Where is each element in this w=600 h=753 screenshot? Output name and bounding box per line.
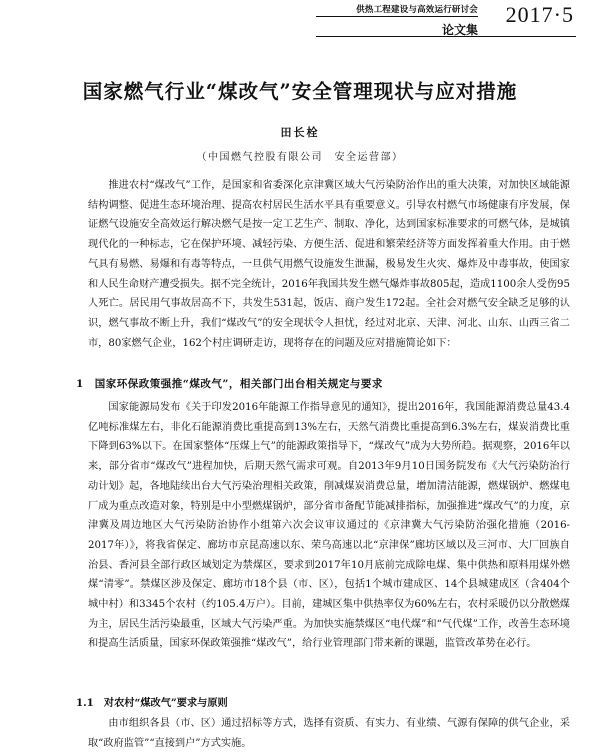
- journal-name: 供热工程建设与高效运行研讨会: [356, 5, 478, 15]
- intro-text: 推进农村“煤改气”工作，是国家和省委深化京津冀区域大气污染防治作出的重大决策，对加快区域能源结构调整、促进生态环境治理、提高农村居民生活水平具有重要意义。引导农村燃气市场健康有序发展，保证燃气设施安全高效运行解决燃气是按一定工艺生产、制取、净化，达到国家标准要求的可燃气体，是城镇现代化的一种标志，它在保护环境、减轻污染、方便生活、促进和繁荣经济等方面发挥着重大作用。由于燃气具有易燃、易爆和有毒等特点，一旦供气用燃气设施发生泄漏，极易发生火灾、爆炸及中毒事故，使国家和人民生命财产遭受损失。据不完全统计，2016年我国共发生燃气爆炸事故805起，造成1100余人受伤95人死亡。居民用气事故居高不下，共发生531起，饭店、商户发生172起。全社会对燃气安全缺乏足够的认识，燃气事故不断上升，我们“煤改气”的安全现状令人担忧，经过对北京、天津、河北、山东、山西三省二市，80家燃气企业，162个村庄调研走访，现将存在的问题及应对措施简论如下：: [88, 180, 570, 349]
- header-rule-bottom: [316, 36, 576, 37]
- section-1-1-text: 由市组织各县（市、区）通过招标等方式，选择有资质、有实力、有业绩、气源有保障的供气企业，采取“政府监管”“直接到户”方式实施。: [88, 718, 570, 749]
- section-label: 论文集: [441, 23, 478, 37]
- section-1-text: 国家能源局发布《关于印发2016年能源工作指导意见的通知》，提出2016年，我国能源消费总量43.4亿吨标准煤左右，非化石能源消费比重提高到13%左右，天然气消费比重提高到6.3%左右，煤炭消费比重下降到63%以下。在国家整体“压煤上气”的能源政策指导下，“煤改气”成为大势所趋。据观察，2016年以来，部分省市“煤改气”进程加快，后期天然气需求可观。自2013年9月10日国务院发布《大气污染防治行动计划》起，各地陆续出台大气污染治理相关政策，削减煤炭消费总量，增加清洁能源，燃煤锅炉、燃煤电厂成为重点改造对象，特别是中小型燃煤锅炉，部分省市备配节能减排指标，加强推进“煤改气”的力度，京津冀及周边地区大气污染防治协作小组第六次会议审议通过的《京津冀大气污染防治强化措施（2016-2017年）》，将我省保定、廊坊市京昆高速以东、荣乌高速以北“京津保”廊坊区域以及三河市、大厂回族自治县、香河县全部行政区域划定为禁煤区，要求到2017年10月底前完成除电煤、集中供热和原料用煤外燃煤“清零”。禁煤区涉及保定、廊坊市18个县（市、区），包括1个城市建成区、14个县城建成区（含404个城中村）和3345个农村（约105.4万户）。目前，建城区集中供热率仅为60%左右，农村采暖仍以分散燃煤为主，居民生活污染最重，区域大气污染严重。为加快实施禁煤区“电代煤”和“气代煤”工作，改善生态环境和提高生活质量，国家环保政策强推“煤改气”，给行业管理部门带来新的课题，监管改革势在必行。: [88, 402, 570, 650]
- section-1-heading: 1 国家环保政策强推“煤改气”，相关部门出台相关规定与要求: [76, 378, 383, 390]
- author-name: 田长栓: [280, 126, 320, 139]
- paper-title: 国家燃气行业“煤改气”安全管理现状与应对措施: [82, 80, 518, 103]
- header-rule-top: [316, 16, 478, 17]
- intro-paragraph: [88, 176, 570, 353]
- section-1-1-heading: 1.1 对农村“煤改气”要求与原则: [76, 697, 228, 709]
- section-1-1-body: [88, 714, 570, 753]
- issue-year: 2017·5: [505, 2, 574, 27]
- journal-header: [0, 0, 600, 44]
- author-affiliation: （中国燃气控股有限公司 安全运营部）: [196, 152, 404, 163]
- section-1-body: [88, 398, 570, 654]
